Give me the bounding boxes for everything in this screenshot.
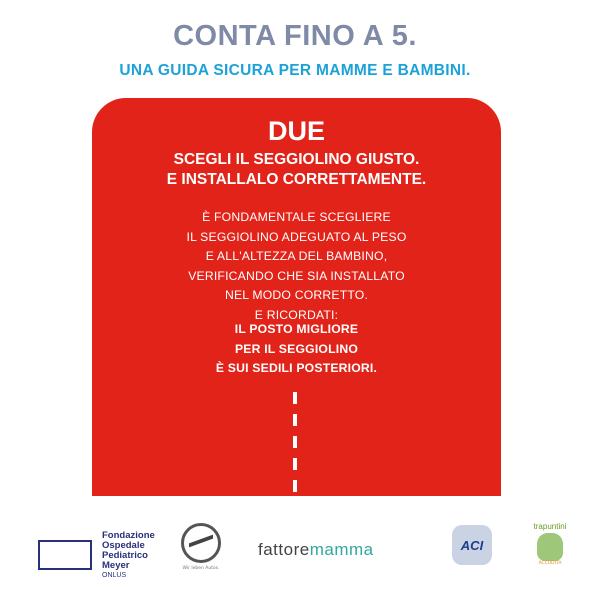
body-line: È FONDAMENTALE SCEGLIERE <box>202 210 391 224</box>
mamma-word: mamma <box>309 540 374 559</box>
road-center-line <box>293 392 297 496</box>
fattore-word: fattore <box>258 540 310 559</box>
card-body <box>92 208 501 326</box>
opel-logo <box>178 523 224 575</box>
meyer-line: Ospedale <box>102 540 145 551</box>
road-dash <box>293 414 297 426</box>
step-label: DUE <box>267 116 325 146</box>
meyer-logo <box>24 528 164 579</box>
meyer-line: Fondazione <box>102 530 155 541</box>
page-subtitle: UNA GUIDA SICURA PER MAMME E BAMBINI. <box>119 62 471 79</box>
body-line: E RICORDATI: <box>254 307 339 322</box>
road-dash <box>293 458 297 470</box>
body-line: IL SEGGIOLINO ADEGUATO AL PESO <box>186 229 407 244</box>
trapuntini-logo <box>522 522 578 578</box>
meyer-line: Pediatrico <box>102 550 148 561</box>
opel-bolt-icon <box>181 523 221 563</box>
headline-line: SCEGLI IL SEGGIOLINO GIUSTO. <box>173 151 420 168</box>
fattore-mamma-logo <box>258 540 374 560</box>
body-line: VERIFICANDO CHE SIA INSTALLATO <box>188 268 405 283</box>
info-card <box>92 98 501 496</box>
meyer-line: Meyer <box>102 560 130 571</box>
emphasis-line: È SUI SEDILI POSTERIORI. <box>215 361 378 376</box>
body-line: E ALL'ALTEZZA DEL BAMBINO, <box>205 249 388 264</box>
sponsor-logos <box>0 520 590 580</box>
headline-line: E INSTALLALO CORRETTAMENTE. <box>166 171 427 188</box>
emphasis-line: IL POSTO MIGLIORE <box>234 322 359 336</box>
card-emphasis <box>92 320 501 379</box>
card-headline <box>92 150 501 190</box>
mascot-icon <box>537 533 563 561</box>
opel-tagline: Wir leben Autos. <box>182 566 220 571</box>
trapuntini-tag: ACCUDITA <box>538 561 562 566</box>
road-dash <box>293 392 297 404</box>
meyer-text <box>102 531 155 581</box>
meyer-mark-icon <box>38 540 92 570</box>
road-dash <box>293 480 297 492</box>
road-dash <box>293 436 297 448</box>
emphasis-line: PER IL SEGGIOLINO <box>234 341 359 356</box>
page-title: CONTA FINO A 5. <box>173 20 417 52</box>
meyer-line: ONLUS <box>102 572 127 579</box>
body-line: NEL MODO CORRETTO. <box>224 288 369 303</box>
aci-label: ACI <box>452 525 492 565</box>
trapuntini-word: trapuntini <box>533 522 567 531</box>
aci-logo <box>452 525 494 569</box>
